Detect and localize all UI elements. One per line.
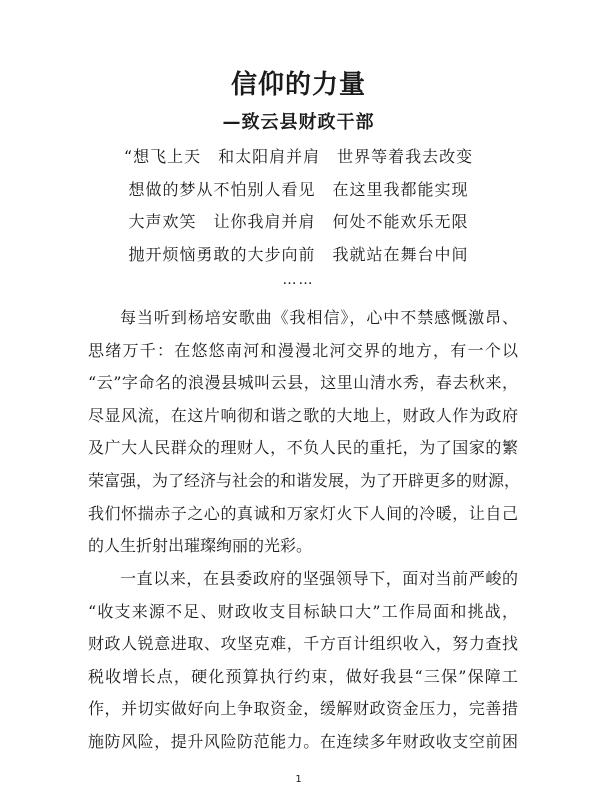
paragraph-line: 一直以来，在县委政府的坚强领导下，面对当前严峻的 [120, 569, 518, 588]
paragraph-line: 作，并切实做好向上争取资金，缓解财政资金压力，完善措 [88, 699, 518, 719]
lyric-ellipsis: …… [282, 272, 315, 288]
paragraph-line: “云”字命名的浪漫县城叫云县，这里山清水秀，春去秋来， [88, 373, 518, 393]
paragraph-line: 施防风险，提升风险防范能力。在连续多年财政收支空前困 [88, 731, 518, 751]
lyric-line: 抛开烦恼勇敢的大步向前 我就站在舞台中间 [128, 245, 469, 264]
paragraph-line: 思绪万千：在悠悠南河和漫漫北河交界的地方，有一个以 [88, 340, 518, 360]
lyric-line: “想飞上天 和太阳肩并肩 世界等着我去改变 [123, 147, 474, 166]
page-number: 1 [295, 774, 302, 785]
document-title: 信仰的力量 [230, 70, 366, 100]
paragraph-2 [88, 563, 518, 759]
document-subtitle: —致云县财政干部 [222, 112, 375, 133]
paragraph-line: 税收增长点，硬化预算执行约束，做好我县“三保”保障工 [88, 666, 518, 686]
paragraph-line: 及广大人民群众的理财人，不负人民的重托，为了国家的繁 [88, 438, 518, 458]
lyric-line: 想做的梦从不怕别人看见 在这里我都能实现 [128, 180, 469, 199]
lyric-line: 大声欢笑 让你我肩并肩 何处不能欢乐无限 [128, 212, 469, 231]
paragraph-line: 财政人锐意进取、攻坚克难，千方百计组织收入，努力查找 [88, 634, 518, 654]
paragraph-line: 每当听到杨培安歌曲《我相信》，心中不禁感慨激昂、 [120, 308, 518, 327]
paragraph-1 [88, 302, 521, 563]
paragraph-line: “收支来源不足、财政收支目标缺口大”工作局面和挑战， [88, 601, 518, 621]
paragraph-line: 尽显风流，在这片响彻和谐之歌的大地上，财政人作为政府 [88, 405, 518, 425]
paragraph-line: 荣富强，为了经济与社会的和谐发展，为了开辟更多的财源， [88, 470, 521, 490]
paragraph-line: 我们怀揣赤子之心的真诚和万家灯火下人间的冷暖，让自己 [88, 503, 518, 523]
paragraph-line: 的人生折射出璀璨绚丽的光彩。 [88, 536, 313, 556]
